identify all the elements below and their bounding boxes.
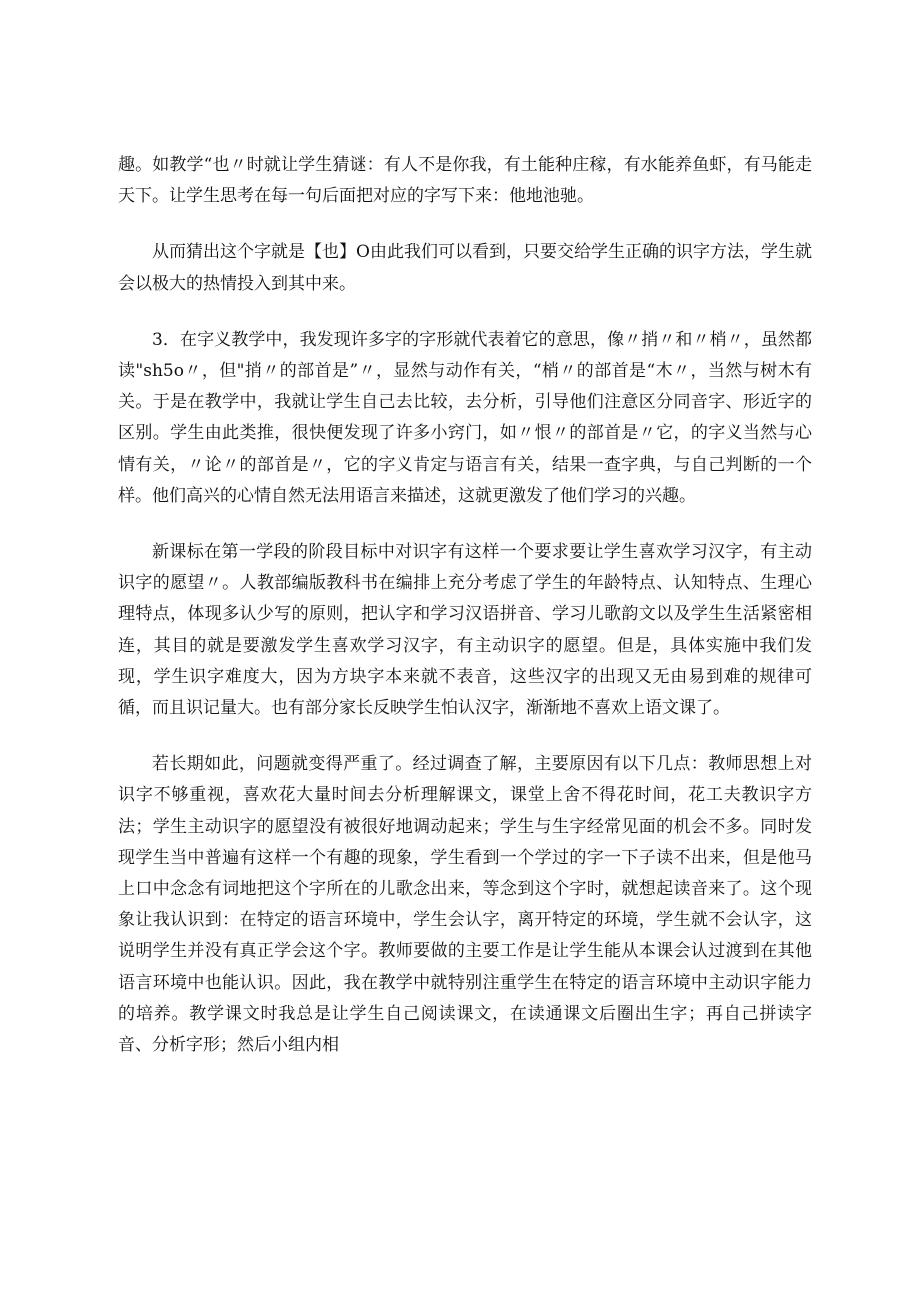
document-body bbox=[118, 150, 812, 1086]
paragraph-riddle: 趣。如教学“也〃时就让学生猜谜：有人不是你我，有土能种庄稼，有水能养鱼虾，有马能走天下。让学生思考在每一句后面把对应的字写下来：他地池驰。 bbox=[118, 155, 812, 207]
paragraph-problem-analysis: 若长期如此，问题就变得严重了。经过调查了解，主要原因有以下几点：教师思想上对识字不够重视，喜欢花大量时间去分析理解课文，课堂上舍不得花时间，花工夫教识字方法；学生主动识字的愿望没有被很好地调动起来；学生与生字经常见面的机会不多。同时发现学生当中普遍有这样一个有趣的现象，学生看到一个学过的字一下子读不出来，但是他马上口中念念有词地把这个字所在的儿歌念出来，等念到这个字时，就想起读音来了。这个现象让我认识到：在特定的语言环境中，学生会认字，离开特定的环境，学生就不会认字，这说明学生并没有真正学会这个字。教师要做的主要工作是让学生能从本课会认过渡到在其他语言环境中也能认识。因此，我在教学中就特别注重学生在特定的语言环境中主动识字能力的培养。教学课文时我总是让学生自己阅读课文，在读通课文后圈出生字；再自己拼读字音、分析字形；然后小组内相 bbox=[118, 754, 812, 1056]
paragraph-curriculum-standard: 新课标在第一学段的阶段目标中对识字有这样一个要求要让学生喜欢学习汉字，有主动识字的愿望〃。人教部编版教科书在编排上充分考虑了学生的年龄特点、认知特点、生理心理特点，体现多认少写的原则，把认字和学习汉语拼音、学习儿歌韵文以及学生生活紧密相连，其目的就是要激发学生喜欢学习汉字，有主动识字的愿望。但是，具体实施中我们发现，学生识字难度大，因为方块字本来就不表音，这些汉字的出现又无由易到难的规律可循，而且识记量大。也有部分家长反映学生怕认汉字，渐渐地不喜欢上语文课了。 bbox=[118, 542, 812, 719]
paragraph-meaning-teaching: 3．在字义教学中，我发现许多字的字形就代表着它的意思，像〃捎〃和〃梢〃，虽然都读"sh5o〃，但"捎〃的部首是”〃，显然与动作有关，“梢〃的部首是“木〃，当然与树木有关。于是在教学中，我就让学生自己去比较，去分析，引导他们注意区分同音字、形近字的区别。学生由此类推，很快便发现了许多小窍门，如〃恨〃的部首是〃它，的字义当然与心情有关，〃论〃的部首是〃，它的字义肯定与语言有关，结果一查字典，与自己判断的一个样。他们高兴的心情自然无法用语言来描述，这就更激发了他们学习的兴趣。 bbox=[118, 329, 812, 506]
paragraph-guess-answer: 从而猜出这个字就是【也】O由此我们可以看到，只要交给学生正确的识字方法，学生就会以极大的热情投入到其中来。 bbox=[118, 242, 812, 294]
